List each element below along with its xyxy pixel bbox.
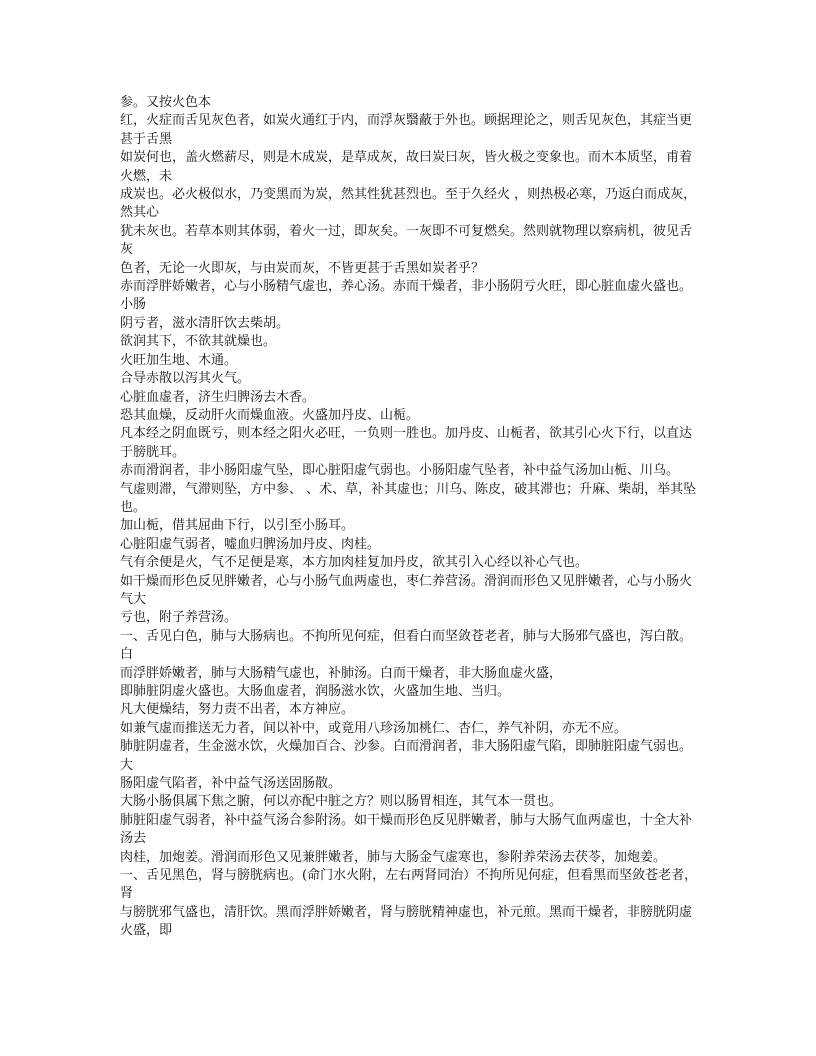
text-line: 气有余便是火，气不足便是寒，本方加肉桂复加丹皮，欲其引入心经以补心气也。 — [120, 555, 589, 571]
text-line: 与膀胱邪气盛也，清肝饮。黑而浮胖娇嫩者，肾与膀胱精神虚也，补元煎。黑而干燥者，非膀胱阴虚火盛，即 — [120, 904, 693, 939]
text-line: 如炭何也，盖火燃薪尽，则是木成炭，是草成灰，故曰炭曰灰，皆火极之变象也。而木本质坚，甫着火燃，未 — [120, 150, 693, 184]
text-line: 大肠小肠俱属下焦之腑，何以亦配中脏之方？则以肠胃相连，其气本一贯也。 — [120, 794, 563, 810]
text-line: 成炭也。必火极似水，乃变黑而为炭，然其性犹甚烈也。至于久经火 ，则热极必寒，乃返白而成灰，然其心 — [120, 187, 697, 221]
text-line: 赤而浮胖娇嫩者，心与小肠精气虚也，养心汤。赤而干燥者，非小肠阴亏火旺，即心脏血虚火盛也。小肠 — [120, 279, 693, 313]
text-line: 亏也，附子养营汤。 — [120, 610, 238, 626]
text-line: 火旺加生地、木通。 — [120, 352, 238, 368]
document-page — [120, 94, 700, 941]
text-line: 凡本经之阴血既亏，则本经之阳火必旺，一负则一胜也。加丹皮、山栀者，欲其引心火下行，以直达于膀胱耳。 — [120, 426, 693, 460]
text-line: 犹未灰也。若草本则其体弱，着火一过，即灰矣。一灰即不可复燃矣。然则就物理以察病机，彼见舌灰 — [120, 223, 693, 258]
text-line: 红，火症而舌见灰色者，如炭火通红于内，而浮灰翳蔽于外也。顾据理论之，则舌见灰色，其症当更甚于舌黑 — [120, 113, 693, 147]
text-line: 一、舌见黑色，肾与膀胱病也。(命门水火附，左右两肾同治）不拘所见何症，但看黑而坚敛苍老者，肾 — [120, 868, 698, 902]
text-line: 心脏血虚者，济生归脾汤去木香。 — [120, 389, 316, 405]
text-line: 即肺脏阴虚火盛也。大肠血虚者，润肠滋水饮，火盛加生地、当归。 — [120, 684, 511, 699]
text-line: 欲润其下，不欲其就燥也。 — [120, 334, 277, 350]
text-line: 凡大便燥结，努力责不出者，本方神应。 — [120, 702, 355, 718]
text-line: 加山栀，借其屈曲下行，以引至小肠耳。 — [120, 518, 355, 534]
text-line: 而浮胖娇嫩者，肺与大肠精气虚也，补肺汤。白而干燥者，非大肠血虚火盛， — [120, 665, 563, 681]
text-line: 阴亏者，滋水清肝饮去柴胡。 — [120, 315, 290, 331]
text-line: 色者，无论一火即灰，与由炭而灰，不皆更甚于舌黑如炭者乎？ — [120, 260, 485, 276]
text-line: 肠阳虚气陷者，补中益气汤送固肠散。 — [120, 776, 342, 792]
text-line: 如兼气虚而推送无力者，间以补中，或竟用八珍汤加桃仁、杏仁，养气补阴，亦无不应。 — [120, 720, 628, 736]
text-line: 气虚则滞，气滞则坠，方中参、 、术、草，补其虚也；川乌、陈皮，破其滞也；升麻、柴胡，举其坠也。 — [120, 481, 697, 515]
text-line: 如干燥而形色反见胖嫩者，心与小肠气血两虚也，枣仁养营汤。滑润而形色又见胖嫩者，心与小肠火气大 — [120, 573, 693, 607]
text-line: 一、舌见白色，肺与大肠病也。不拘所见何症，但看白而坚敛苍老者，肺与大肠邪气盛也，泻白散。白 — [120, 628, 693, 663]
text-line: 肉桂，加炮姜。滑润而形色又见兼胖嫩者，肺与大肠金气虚寒也，参附养荣汤去茯苓，加炮姜。 — [120, 849, 667, 865]
text-line: 参。又按火色本 — [120, 95, 212, 110]
text-line: 恐其血燥，反动肝火而燥血液。火盛加丹皮、山栀。 — [120, 407, 420, 423]
text-line: 肺脏阳虚气弱者，补中益气汤合参附汤。如干燥而形色反见胖嫩者，肺与大肠气血两虚也，十全大补汤去 — [120, 812, 693, 847]
text-line: 赤而滑润者，非小肠阳虚气坠，即心脏阳虚气弱也。小肠阳虚气坠者，补中益气汤加山栀、川乌。 — [120, 463, 680, 479]
text-line: 肺脏阴虚者，生金滋水饮，火燥加百合、沙参。白而滑润者，非大肠阳虚气陷，即肺脏阳虚气弱也。大 — [120, 739, 693, 773]
text-line: 合导赤散以泻其火气。 — [120, 371, 251, 387]
text-line: 心脏阳虚气弱者，嘘血归脾汤加丹皮、肉桂。 — [120, 536, 381, 552]
